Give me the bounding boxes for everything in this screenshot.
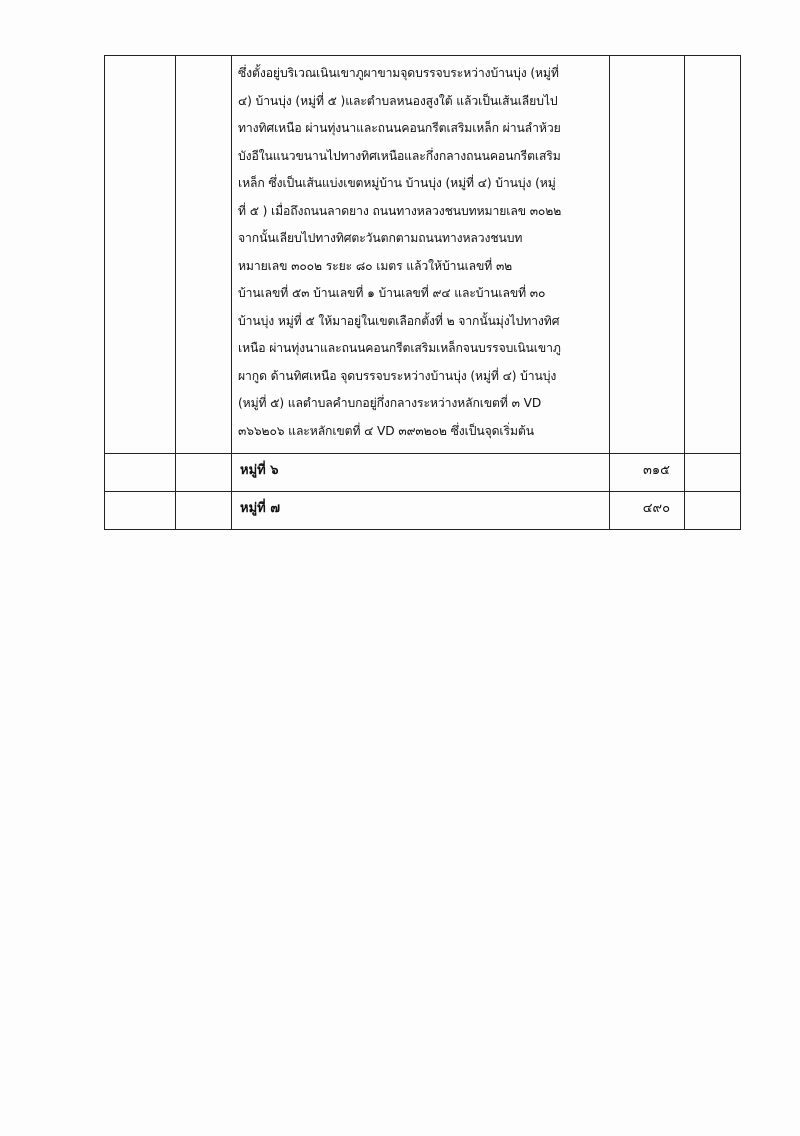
boundary-description-cell [232, 56, 610, 454]
description-line: ๓๖๖๒๐๖ และหลักเขตที่ ๔ VD ๓๙๓๒๐๒ ซึ่งเป็นจุดเริ่มต้น [238, 423, 534, 438]
village-cell [232, 454, 610, 492]
village-label: หมู่ที่ ๖ [240, 463, 279, 478]
description-line: จากนั้นเลียบไปทางทิศตะวันตกตามถนนทางหลวงชนบท [238, 231, 523, 245]
table-cell-empty [176, 454, 232, 492]
description-line: บ้านเลขที่ ๕๓ บ้านเลขที่ ๑ บ้านเลขที่ ๙๔ และบ้านเลขที่ ๓๐ [238, 286, 546, 300]
table-cell-empty [105, 56, 176, 454]
description-line: ทางทิศเหนือ ผ่านทุ่งนาและถนนคอนกรีตเสริมเหล็ก ผ่านลำห้วย [238, 121, 561, 135]
table-cell-empty [685, 56, 741, 454]
population-count: ๓๑๕ [643, 463, 670, 478]
count-cell [610, 454, 685, 492]
description-line: หมายเลข ๓๐๐๒ ระยะ ๘๐ เมตร แล้วให้บ้านเลขที่ ๓๒ [238, 258, 513, 273]
description-line: เหล็ก ซึ่งเป็นเส้นแบ่งเขตหมู่บ้าน บ้านบุ่ง (หมู่ที่ ๔) บ้านบุ่ง (หมู่ [238, 176, 556, 190]
table-cell-empty [176, 56, 232, 454]
table-cell-empty [610, 56, 685, 454]
description-line: ที่ ๕ ) เมื่อถึงถนนลาดยาง ถนนทางหลวงชนบทหมายเลข ๓๐๒๒ [238, 203, 562, 218]
population-count: ๔๙๐ [642, 501, 670, 516]
table-cell-empty [176, 492, 232, 530]
boundary-table [104, 55, 741, 530]
description-line: ซึ่งตั้งอยู่บริเวณเนินเขาภูผาขามจุดบรรจบระหว่างบ้านบุ่ง (หมู่ที่ [238, 66, 559, 80]
table-cell-empty [105, 492, 176, 530]
table-row [105, 454, 741, 492]
count-cell [610, 492, 685, 530]
description-line: ๔) บ้านบุ่ง (หมู่ที่ ๕ )และตำบลหนองสูงใต้ แล้วเป็นเส้นเลียบไป [238, 93, 558, 108]
table-cell-empty [685, 454, 741, 492]
description-line: เหนือ ผ่านทุ่งนาและถนนคอนกรีตเสริมเหล็กจนบรรจบเนินเขาภู [238, 341, 561, 355]
table-cell-empty [105, 454, 176, 492]
village-label: หมู่ที่ ๗ [240, 501, 281, 516]
description-line: ผากูด ด้านทิศเหนือ จุดบรรจบระหว่างบ้านบุ่ง (หมู่ที่ ๔) บ้านบุ่ง [238, 368, 557, 383]
description-line: บ้านบุ่ง หมู่ที่ ๕ ให้มาอยู่ในเขตเลือกตั้งที่ ๒ จากนั้นมุ่งไปทางทิศ [238, 313, 560, 328]
table-row [105, 56, 741, 454]
description-line: บังอีในแนวขนานไปทางทิศเหนือและกึ่งกลางถนนคอนกรีตเสริม [238, 148, 561, 163]
village-cell [232, 492, 610, 530]
description-line: (หมู่ที่ ๕) แลตำบลคำบกอยู่กึ่งกลางระหว่างหลักเขตที่ ๓ VD [238, 396, 542, 410]
table-row [105, 492, 741, 530]
table-cell-empty [685, 492, 741, 530]
